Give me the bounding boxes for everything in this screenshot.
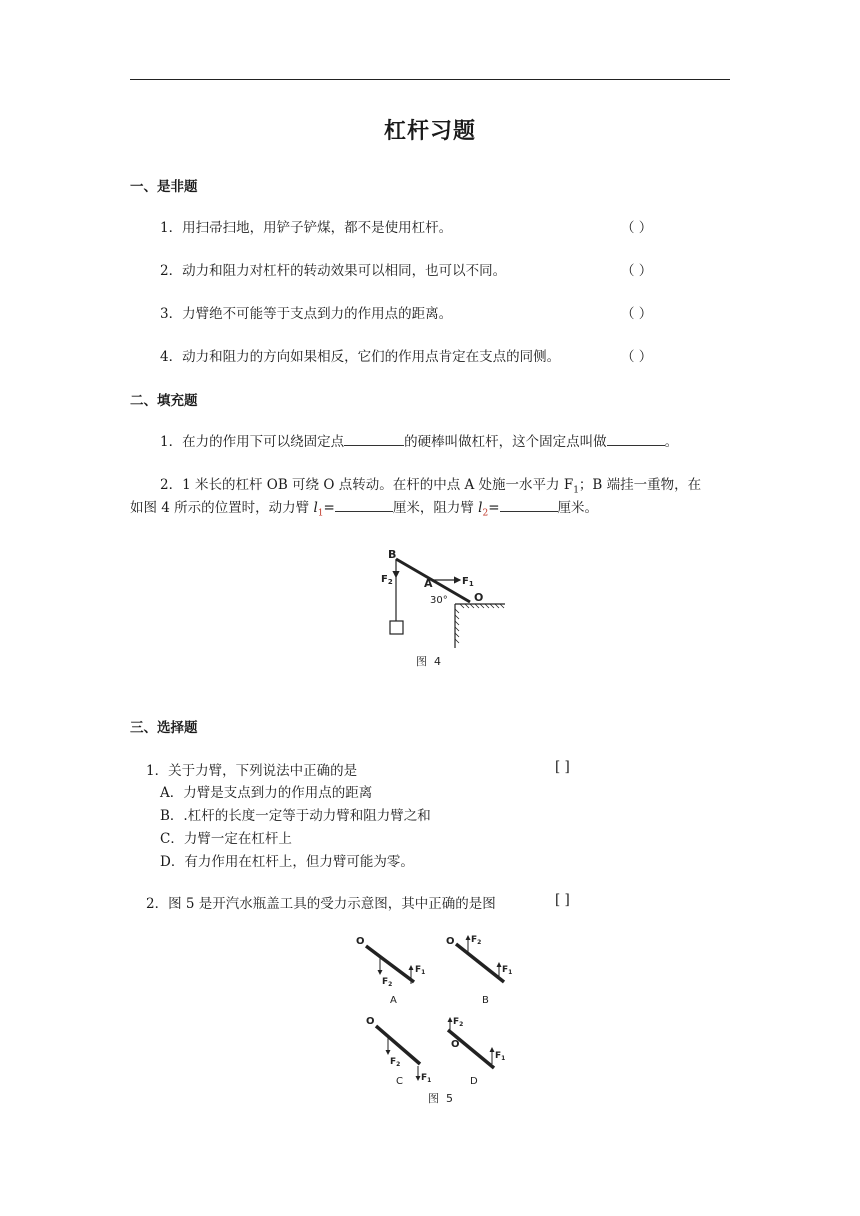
svg-text:O: O — [451, 1039, 460, 1050]
figure-5-bottle-opener-diagrams — [350, 928, 530, 1108]
svg-text:F2: $F_2$ — [453, 1017, 464, 1028]
svg-text:F1: $F_1$ — [415, 965, 426, 976]
fill-q2-text-2a: 如图 4 所示的位置时，动力臂 — [130, 500, 310, 516]
label-angle: 30° — [430, 595, 448, 606]
section-heading-fill: 二、填充题 — [130, 393, 198, 409]
svg-text:A: A — [390, 995, 397, 1006]
fill-q1-blank-1[interactable] — [344, 433, 404, 446]
fill-q2-eq-2: = — [488, 500, 500, 516]
figure-5-caption: 图 5 — [428, 1092, 453, 1105]
fill-question-1 — [160, 430, 678, 450]
choice-q1-option-b: B．.杠杆的长度一定等于动力臂和阻力臂之和 — [160, 808, 431, 824]
choice-question-1: 1．关于力臂，下列说法中正确的是 — [146, 763, 358, 779]
fill-q2-l2-sub: 2 — [482, 508, 489, 519]
svg-text:F1: $F_1$ — [502, 965, 513, 976]
label-F1: $F_1$ — [462, 576, 474, 588]
fill-q2-eq-1: = — [323, 500, 335, 516]
diagram-d — [448, 1017, 505, 1087]
fill-q2-blank-1[interactable] — [335, 499, 393, 512]
page-title: 杠杆习题 — [383, 119, 476, 144]
fill-q2-l1-sub: 1 — [317, 508, 324, 519]
fill-q2-l2-symbol: l — [478, 500, 483, 516]
figure-4-caption: 图 4 — [416, 655, 441, 668]
fill-q1-text-c: 。 — [664, 434, 679, 450]
section-heading-judge: 一、是非题 — [130, 179, 198, 195]
svg-text:F2: $F_2$ — [390, 1057, 401, 1068]
svg-text:O: O — [356, 936, 365, 947]
judge-question-4: 4．动力和阻力的方向如果相反，它们的作用点肯定在支点的同侧。 — [160, 349, 561, 365]
judge-question-1: 1．用扫帚扫地，用铲子铲煤，都不是使用杠杆。 — [160, 220, 453, 236]
svg-text:O: O — [366, 1016, 375, 1027]
fill-q1-text-b: 的硬棒叫做杠杆，这个固定点叫做 — [404, 434, 607, 450]
fill-q2-text-1-end: ；B 端挂一重物，在 — [578, 477, 702, 493]
fill-q2-text-1: 2．1 米长的杠杆 OB 可绕 O 点转动。在杆的中点 A 处施一水平力 F — [160, 477, 574, 493]
fill-q2-f1-sub: 1 — [573, 485, 579, 496]
judge-answer-2[interactable]: （ ） — [621, 263, 653, 279]
fill-q2-text-2b: 厘米，阻力臂 — [392, 500, 474, 516]
judge-question-3: 3．力臂绝不可能等于支点到力的作用点的距离。 — [160, 306, 453, 322]
svg-text:D: D — [470, 1076, 478, 1087]
svg-text:B: B — [482, 995, 489, 1006]
diagram-c — [366, 1016, 431, 1087]
svg-text:F1: $F_1$ — [421, 1073, 432, 1084]
fill-q2-blank-2[interactable] — [500, 499, 558, 512]
diagram-b — [446, 935, 512, 1006]
fill-q2-text-2c: 厘米。 — [557, 500, 599, 516]
svg-text:F2: $F_2$ — [382, 977, 393, 988]
judge-answer-1[interactable]: （ ） — [621, 220, 653, 236]
label-F2: $F_2$ — [381, 574, 393, 586]
judge-question-2: 2．动力和阻力对杠杆的转动效果可以相同，也可以不同。 — [160, 263, 507, 279]
weight-box — [390, 621, 403, 634]
choice-q1-option-d: D．有力作用在杠杆上，但力臂可能为零。 — [160, 854, 414, 870]
label-O: O — [474, 591, 484, 604]
label-A: A — [424, 577, 433, 590]
choice-answer-2[interactable]: [ ] — [555, 892, 570, 908]
label-B: B — [388, 548, 397, 561]
judge-answer-4[interactable]: （ ） — [621, 349, 653, 365]
header-rule — [130, 79, 730, 80]
svg-text:F2: $F_2$ — [471, 935, 482, 946]
fill-q1-blank-2[interactable] — [607, 433, 665, 446]
choice-question-2: 2．图 5 是开汽水瓶盖工具的受力示意图，其中正确的是图 — [146, 896, 496, 912]
choice-q1-option-c: C．力臂一定在杠杆上 — [160, 831, 292, 847]
fill-question-2-line-2 — [130, 496, 598, 519]
fill-question-2-line-1 — [160, 473, 701, 496]
fill-q2-l1-symbol: l — [313, 500, 318, 516]
diagram-a — [356, 936, 425, 1006]
choice-answer-1[interactable]: [ ] — [555, 759, 570, 775]
section-heading-choice: 三、选择题 — [130, 720, 198, 736]
svg-text:C: C — [396, 1076, 403, 1087]
judge-answer-3[interactable]: （ ） — [621, 306, 653, 322]
svg-text:F1: $F_1$ — [495, 1051, 506, 1062]
figure-4-lever-diagram — [370, 545, 510, 675]
choice-q1-option-a: A．力臂是支点到力的作用点的距离 — [160, 785, 373, 801]
svg-text:O: O — [446, 936, 455, 947]
fill-q1-text-a: 1．在力的作用下可以绕固定点 — [160, 434, 345, 450]
